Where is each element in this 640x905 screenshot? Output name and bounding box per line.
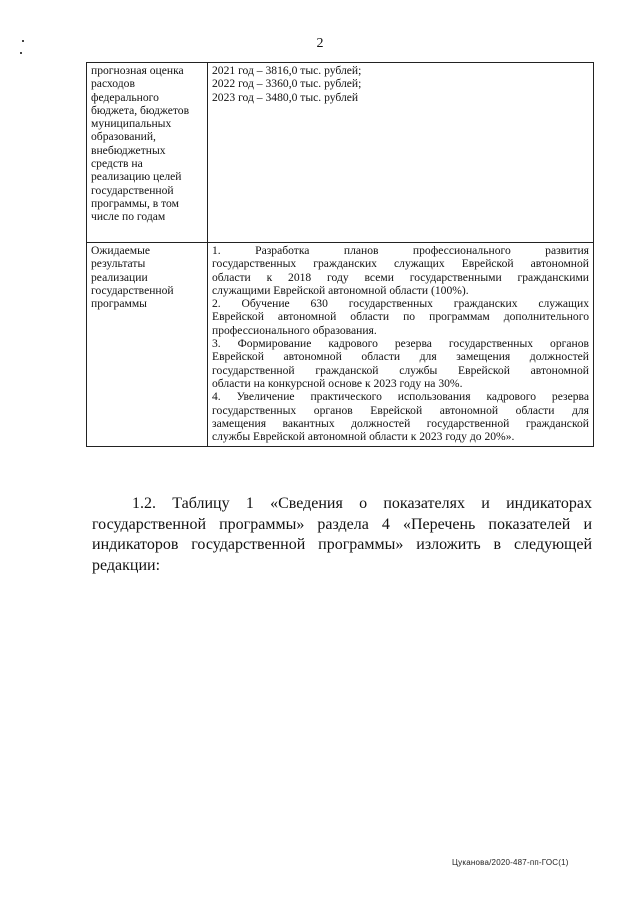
paragraph-line: индикаторов государственной программы» изложить в следующей редакции: (92, 536, 592, 574)
value-line: служащими Еврейской автономной области (100%). (212, 283, 469, 297)
value-line: 1. Разработка планов профессионального развития (212, 244, 589, 257)
value-line: профессионального образования. (212, 323, 377, 337)
label-line: внебюджетных (91, 143, 166, 157)
row-label-cell (87, 243, 208, 447)
value-line: 2. Обучение 630 государственных гражданских служащих (212, 297, 589, 311)
page-number: 2 (316, 36, 324, 51)
label-line: числе по годам (91, 210, 166, 224)
value-line: области на конкурсной основе к 2023 году на 30%. (212, 376, 463, 390)
value-line: государственной гражданской службы Еврейской автономной (212, 363, 589, 377)
value-line: 2023 год – 3480,0 тыс. рублей (212, 90, 359, 104)
label-line: результаты (91, 257, 146, 271)
label-line: расходов (91, 77, 135, 91)
value-line: области к 2018 году всеми государственными гражданскими (212, 270, 589, 284)
value-line: государственных гражданских служащих Еврейской автономной (212, 257, 589, 271)
row-value-cell (208, 243, 594, 447)
value-line: 3. Формирование кадрового резерва государственных органов (212, 337, 589, 351)
paragraph-line: 1.2. Таблицу 1 «Сведения о показателях и индикаторах (132, 495, 592, 512)
scan-mark (20, 52, 22, 54)
document-reference-code: Цуканова/2020-487-пп-ГОС(1) (452, 858, 569, 867)
label-line: программы (91, 297, 147, 311)
value-line: Еврейской автономной области по программам дополнительного (212, 310, 589, 324)
label-line: федерального (91, 90, 159, 104)
table-row (87, 243, 594, 447)
label-line: средств на (91, 157, 143, 171)
label-line: реализации (91, 270, 148, 284)
table-row (87, 63, 594, 243)
label-line: прогнозная оценка (91, 64, 184, 77)
paragraph-line: государственной программы» раздела 4 «Перечень показателей и (92, 515, 592, 533)
value-line: 4. Увеличение практического использования кадрового резерва (212, 390, 589, 404)
label-line: Ожидаемые (91, 244, 151, 257)
value-line: Еврейской автономной области для замещения должностей (212, 350, 589, 364)
value-line: 2022 год – 3360,0 тыс. рублей; (212, 77, 362, 91)
value-line: 2021 год – 3816,0 тыс. рублей; (212, 64, 362, 77)
value-line: государственных органов Еврейской автономной области для (212, 403, 589, 417)
label-line: бюджета, бюджетов (91, 103, 190, 117)
label-line: образований, (91, 130, 156, 144)
program-passport-table (86, 62, 594, 447)
value-line: службы Еврейской автономной области к 2023 году до 20%». (212, 430, 515, 444)
label-line: реализацию целей (91, 170, 182, 184)
label-line: государственной (91, 283, 174, 297)
row-label-cell (87, 63, 208, 243)
value-line: замещения вакантных должностей государственной гражданской (212, 416, 589, 430)
label-line: программы, в том (91, 196, 179, 210)
label-line: государственной (91, 183, 174, 197)
label-line: муниципальных (91, 117, 172, 131)
amendment-paragraph (92, 494, 592, 576)
row-value-cell (208, 63, 594, 243)
